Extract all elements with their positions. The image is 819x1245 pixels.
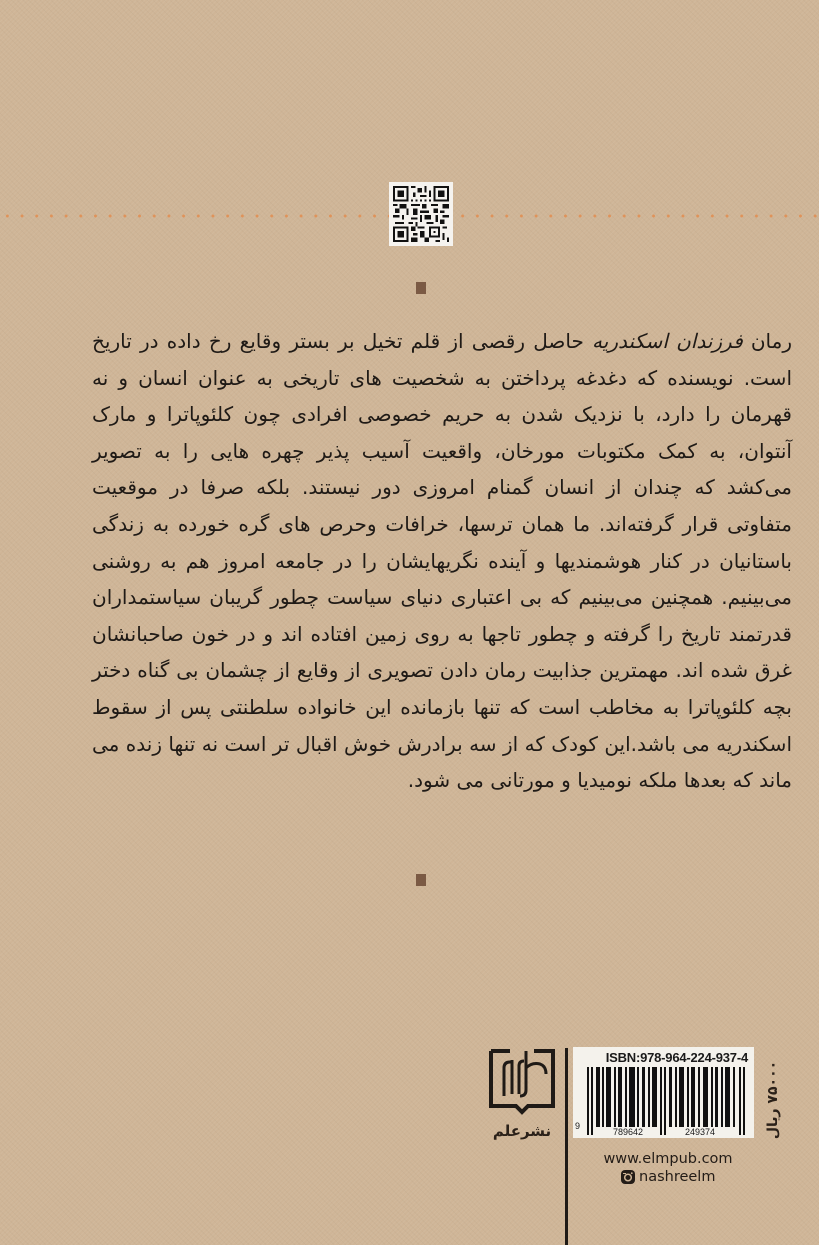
price-text xyxy=(765,1061,781,1139)
price-currency: ریال xyxy=(765,1108,781,1140)
isbn-barcode xyxy=(573,1047,754,1138)
instagram-handle[interactable] xyxy=(620,1168,715,1186)
synopsis-lead: رمان xyxy=(742,329,792,353)
isbn-label: ISBN:978-964-224-937-4 xyxy=(605,1050,748,1065)
vertical-divider xyxy=(565,1048,568,1245)
barcode-first-digit: 9 xyxy=(575,1121,581,1131)
ornament-square-bottom xyxy=(416,874,426,886)
synopsis-paragraph xyxy=(92,323,792,799)
barcode-right-digits: 249374 xyxy=(685,1127,716,1137)
publisher-website[interactable]: www.elmpub.com xyxy=(603,1151,733,1167)
publisher-logo xyxy=(488,1048,556,1140)
publisher-name: نشرعلم xyxy=(492,1122,552,1140)
instagram-username: nashreelm xyxy=(639,1169,716,1185)
instagram-icon xyxy=(620,1169,636,1185)
publisher-logo-icon xyxy=(488,1048,556,1120)
qr-code[interactable] xyxy=(389,182,453,246)
synopsis-body: حاصل رقصی از قلم تخیل بر بستر وقایع رخ داده در تاریخ است. نویسنده که دغدغه پرداختن به شخصیت های تاریخی به عنوان انسان و نه قهرمان را دارد، با نزدیک شدن به حریم خصوصی افرادی چون کلئوپاترا و مارک آنتوان، به کمک مکتوبات مورخان، واقعیت آسیب پذیر چهره هایی را به تصویر می‌کشد که چندان از انسان گمنام امروزی دور نیستند. بلکه صرفا در موقعیت متفاوتی قرار گرفته‌اند. ما همان ترسها، خرافات وحرص های گره خورده به زندگی باستانیان در کنار هوشمندیها و آینده نگریهایشان را در جامعه امروز هم به روشنی می‌بینیم. همچنین می‌بینیم که بی اعتباری دنیای سیاست چطور گریبان سیاستمداران قدرتمند تاریخ را گرفته و چطور تاجها به روی زمین افتاده اند و در خون صاحبانشان غرق شده اند. مهمترین جذابیت رمان دادن تصویری از وقایع از چشمان بی گناه دختر بچه کلئوپاترا به مخاطب است که تنها بازمانده این خانواده سلطنتی پس از سقوط اسکندریه می باشد.این کودک که از سه برادرش خوش اقبال تر است نه تنها زنده می ماند که بعدها ملکه نومیدیا و مورتانی می شود. xyxy=(92,329,792,793)
ornament-square-top xyxy=(416,282,426,294)
book-title-phrase: فرزندان اسکندریه xyxy=(592,329,743,353)
price-label xyxy=(760,1050,786,1150)
qr-code-icon xyxy=(393,186,449,242)
price-amount: ۷۵۰۰۰ xyxy=(765,1060,781,1104)
barcode-left-digits: 789642 xyxy=(613,1127,644,1137)
synopsis-text xyxy=(92,323,792,799)
barcode-icon xyxy=(587,1067,745,1135)
